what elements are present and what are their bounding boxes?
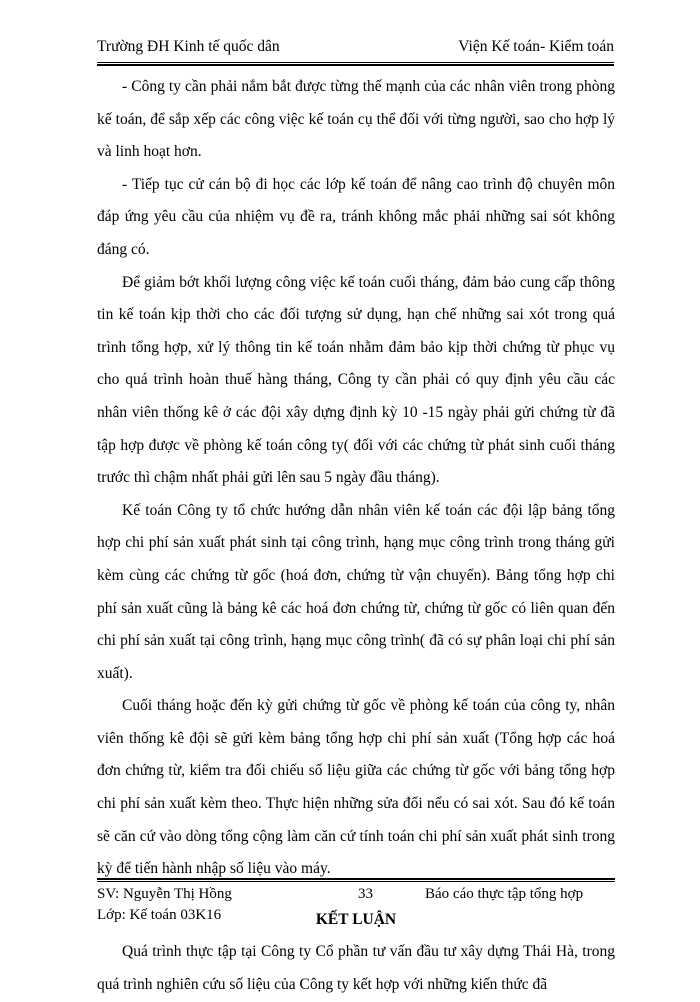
header-institute: Viện Kế toán- Kiểm toán xyxy=(458,38,614,55)
header-university: Trường ĐH Kinh tế quốc dân xyxy=(97,38,280,55)
section-heading: KẾT LUẬN xyxy=(315,910,397,928)
footer-rule xyxy=(97,878,615,882)
paragraph-2: - Tiếp tục cử cán bộ đi học các lớp kế toán để nâng cao trình độ chuyên môn đáp ứng yêu cầu của nhiệm vụ đề ra, tránh không mắc phải những sai sót không đáng có. xyxy=(97,175,615,258)
paragraph-1: - Công ty cần phải nắm bắt được từng thế mạnh của các nhân viên trong phòng kế toán, để sắp xếp các công việc kế toán cụ thể đối với từng người, sao cho hợp lý và linh hoạt hơn. xyxy=(97,78,615,161)
document-body xyxy=(97,71,615,1002)
paragraph-3: Để giảm bớt khối lượng công việc kế toán cuối tháng, đảm bảo cung cấp thông tin kế toán kịp thời cho các đối tượng sử dụng, hạn chế những sai xót trong quá trình tổng hợp, xử lý thông tin kế toán nhằm đảm bảo kịp thời chứng từ phục vụ cho quá trình hoàn thuế hàng tháng, Công ty cần phải có quy định yêu cầu các nhân viên thống kê ở các đội xây dựng định kỳ 10 -15 ngày phải gửi chứng từ đã tập hợp được về phòng kế toán công ty( đối với các chứng từ phát sinh cuối tháng trước thì chậm nhất phải gửi lên sau 5 ngày đầu tháng). xyxy=(97,273,615,487)
paragraph-4: Kế toán Công ty tổ chức hướng dẫn nhân viên kế toán các đội lập bảng tổng hợp chi phí sản xuất phát sinh tại công trình, hạng mục công trình trong tháng gửi kèm cùng các chứng từ gốc (hoá đơn, chứng từ vận chuyển). Bảng tổng hợp chi phí sản xuất cũng là bảng kê các hoá đơn chứng từ, chứng từ gốc có liên quan đến chi phí sản xuất tại công trình, hạng mục công trình( đã có sự phân loại chi phí sản xuất). xyxy=(97,501,615,682)
footer-student: SV: Nguyễn Thị Hồng xyxy=(97,886,232,902)
conclusion-paragraph: Quá trình thực tập tại Công ty Cổ phần tư vấn đầu tư xây dựng Thái Hà, trong quá trình nghiên cứu số liệu của Công ty kết hợp với những kiến thức đã xyxy=(97,943,615,994)
header-rule xyxy=(97,62,614,66)
page-header xyxy=(97,38,614,60)
paragraph-5: Cuối tháng hoặc đến kỳ gửi chứng từ gốc về phòng kế toán của công ty, nhân viên thống kê đội sẽ gửi kèm bảng tổng hợp chi phí sản xuất (Tổng hợp các hoá đơn chứng từ, kiểm tra đối chiếu số liệu giữa các chứng từ gốc với bảng tổng hợp chi phí sản xuất kèm theo. Thực hiện những sửa đổi nếu có sai xót. Sau đó kế toán sẽ căn cứ vào dòng tổng cộng làm căn cứ tính toán chi phí sản xuất phát sinh trong kỳ để tiến hành nhập số liệu vào máy. xyxy=(97,697,615,878)
footer-class: Lớp: Kế toán 03K16 xyxy=(97,907,222,923)
page-number: 33 xyxy=(358,886,373,902)
footer-report-title: Báo cáo thực tập tổng hợp xyxy=(425,886,584,902)
